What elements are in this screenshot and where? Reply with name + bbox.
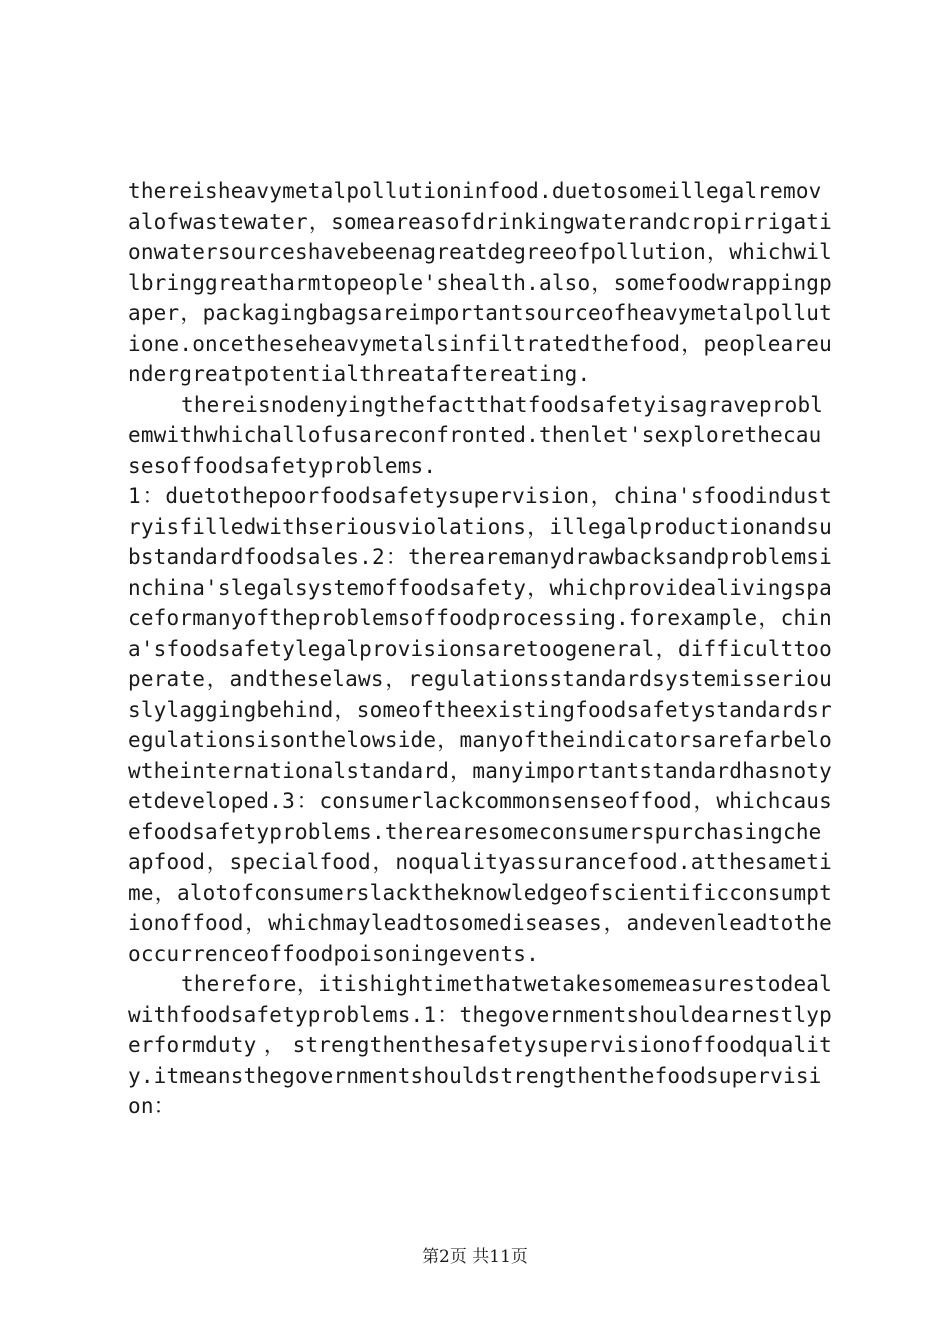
paragraph-heavy-metal: thereisheavymetalpollutioninfood.duetosomeillegalremovalofwastewater，someareasofdrinkingwaterandcropirrigationwatersourceshavebeenagreatdegreeofpollution，whichwillbringgreatharmtopeople'shealth.also，somefoodwrappingpaper，packagingbagsareimportantsourceofheavymetalpollutione.oncetheseheavymetalsinfiltratedthefood，peopleareundergreatpotentialthreataftereating. — [128, 179, 832, 386]
paragraph-causes-list: 1：duetothepoorfoodsafetysupervision，china'sfoodindustryisfilledwithseriousviolations，illegalproductionandsubstandardfoodsales.2：therearemanydrawbacksandproblemsinchina'slegalsystemoffoodsafety，whichprovidealivingspaceformanyoftheproblemsoffoodprocessing.forexample，china'sfoodsafetylegalprovisionsaretoogeneral，difficulttooperate，andtheselaws，regulationsstandardsystemisseriouslylaggingbehind，someoftheexistingfoodsafetystandardsregulationsisonthelowside，manyoftheindicatorsarefarbelowtheinternationalstandard，manyimportantstandardhasnotyetdeveloped.3：consumerlackcommonsenseoffood，whichcausefoodsafetyproblems.therearesomeconsumerspurchasingcheapfood，specialfood，noqualityassurancefood.atthesametime，alotofconsumerslacktheknowledgeofscientificconsumptionoffood，whichmayleadtosomediseases，andevenleadtotheoccurrenceoffoodpoisoningevents. — [128, 484, 832, 966]
page-footer: 第2页 共11页 — [422, 1247, 528, 1267]
document-body — [128, 176, 832, 1122]
paragraph-measures: therefore，itishightimethatwetakesomemeasurestodealwithfoodsafetyproblems.1：thegovernmentshouldearnestlyperformduty，strengthenthesafetysupervisionoffoodquality.itmeansthegovernmentshouldstrengthenthefoodsupervision： — [128, 972, 832, 1118]
paragraph-causes-intro: thereisnodenyingthefactthatfoodsafetyisagraveproblemwithwhichallofusareconfronted.thenlet'sexplorethecausesoffoodsafetyproblems. — [128, 392, 824, 478]
